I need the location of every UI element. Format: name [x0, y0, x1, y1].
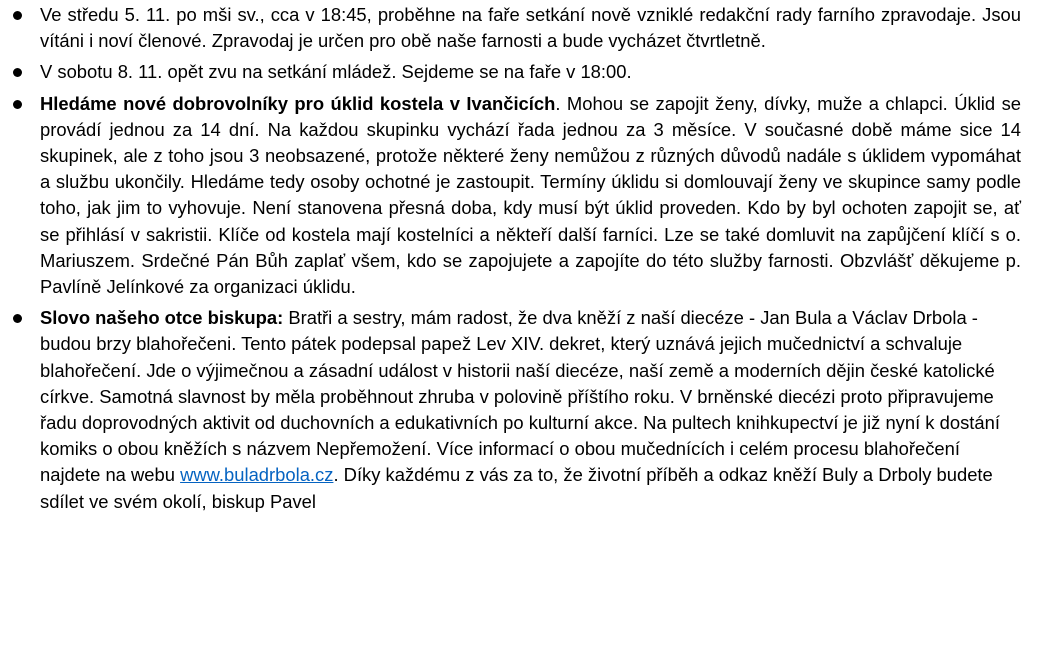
- announcement-text: V sobotu 8. 11. opět zvu na setkání mládež. Sejdeme se na faře v 18:00.: [40, 61, 632, 83]
- announcements-document: [0, 2, 1037, 520]
- announcement-text: Bratři a sestry, mám radost, že dva kněží z naší diecéze - Jan Bula a Václav Drbola - budou brzy blahořečeni. Tento pátek podepsal papež Lev XIV. dekret, který uznává jejich mučednictví a schvaluje blahořečení. Jde o výjimečnou a zásadní událost v historii naší diecéze, naší země a moderních dějin české katolické církve. Samotná slavnost by měla proběhnout zhruba v polovině příštího roku. V brněnské diecézi proto připravujeme řadu doprovodných aktivit od duchovních a edukativních po kulturní akce. Na pultech knihkupectví je již nyní k dostání komiks o obou kněžích s názvem Nepřemožení. Více informací o obou mučednících i celém procesu blahořečení najdete na webu: [40, 307, 1000, 486]
- bullet-icon: [13, 11, 22, 20]
- announcement-list: [0, 2, 1037, 515]
- bullet-icon: [13, 68, 22, 77]
- announcement-text: Ve středu 5. 11. po mši sv., cca v 18:45, proběhne na faře setkání nově vzniklé redakční rady farního zpravodaje. Jsou vítáni i noví členové. Zpravodaj je určen pro obě naše farnosti a bude vycházet čtvrtletně.: [40, 4, 1021, 52]
- announcement-heading: Slovo našeho otce biskupa:: [40, 307, 284, 329]
- bullet-icon: [13, 100, 22, 109]
- announcement-youth-meeting: [0, 59, 1037, 85]
- buladrbola-link[interactable]: www.buladrbola.cz: [180, 464, 334, 486]
- announcement-editorial-board: [0, 2, 1037, 54]
- announcement-heading: Hledáme nové dobrovolníky pro úklid kostela v Ivančicích: [40, 92, 556, 114]
- bullet-icon: [13, 314, 22, 323]
- announcement-text-after-link: . Díky každému z vás za to, že životní příběh a odkaz kněží Buly a Drboly budete sdílet ve svém okolí, biskup Pavel: [40, 464, 993, 512]
- announcement-cleaning-volunteers: [0, 91, 1037, 301]
- announcement-text: . Mohou se zapojit ženy, dívky, muže a chlapci. Úklid se provádí jednou za 14 dní. Na každou skupinku vychází řada jednou za 3 měsíce. V současné době máme sice 14 skupinek, ale z toho jsou 3 neobsazené, protože některé ženy nemůžou z různých důvodů nadále s úklidem vypomáhat a službu ukončily. Hledáme tedy osoby ochotné je zastoupit. Termíny úklidu si domlouvají ženy ve skupince samy podle toho, jak jim to vyhovuje. Není stanovena přesná doba, kdy musí být úklid proveden. Kdo by byl ochoten zapojit se, ať se přihlásí v sakristii. Klíče od kostela mají kostelníci a někteří další farníci. Lze se také domluvit na zapůjčení klíčí s o. Mariuszem. Srdečné Pán Bůh zaplať všem, kdo se zapojujete a zapojíte do této služby farnosti. Obzvlášť děkujeme p. Pavlíně Jelínkové za organizaci úklidu.: [40, 92, 1021, 298]
- announcement-bishop-message: [0, 305, 1037, 515]
